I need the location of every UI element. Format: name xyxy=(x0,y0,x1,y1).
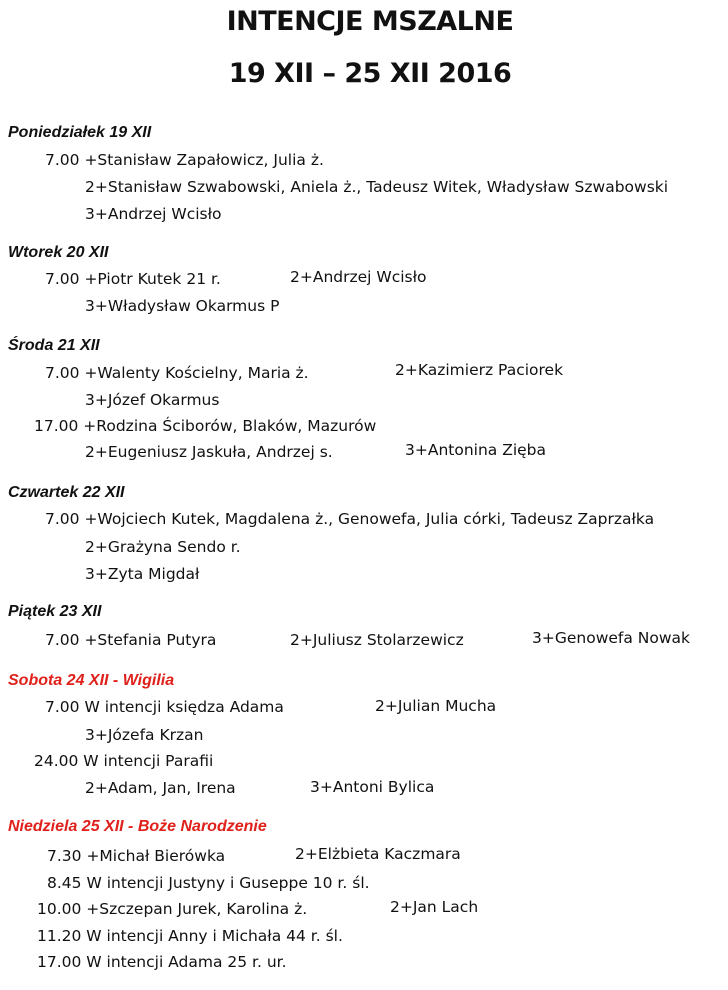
intention-line: 3+Andrzej Wcisło xyxy=(85,205,222,223)
intention-line: 7.00 +Stefania Putyra xyxy=(45,631,217,649)
intention-line: 2+Andrzej Wcisło xyxy=(290,268,427,286)
intention-line: 10.00 +Szczepan Jurek, Karolina ż. xyxy=(37,900,308,918)
day-heading-saturday: Sobota 24 XII - Wigilia xyxy=(8,672,175,689)
day-heading-friday: Piątek 23 XII xyxy=(8,603,102,620)
day-heading-tuesday: Wtorek 20 XII xyxy=(8,244,109,261)
intention-line: 3+Genowefa Nowak xyxy=(532,629,691,647)
intention-line: 7.30 +Michał Bierówka xyxy=(47,847,226,865)
intention-line: 2+Juliusz Stolarzewicz xyxy=(290,631,464,649)
intention-line: 3+Zyta Migdał xyxy=(85,565,200,583)
intention-line: 3+Antoni Bylica xyxy=(310,778,435,796)
day-heading-sunday: Niedziela 25 XII - Boże Narodzenie xyxy=(8,818,267,835)
intention-line: 2+Julian Mucha xyxy=(375,697,497,715)
intention-line: 2+Stanisław Szwabowski, Aniela ż., Tadeusz Witek, Władysław Szwabowski xyxy=(85,178,669,196)
intention-line: 2+Elżbieta Kaczmara xyxy=(295,845,461,863)
day-heading-wednesday: Środa 21 XII xyxy=(8,337,100,354)
intention-line: 7.00 +Stanisław Zapałowicz, Julia ż. xyxy=(45,151,324,169)
intention-line: 7.00 +Walenty Kościelny, Maria ż. xyxy=(45,364,309,382)
intention-line: 2+Adam, Jan, Irena xyxy=(85,779,236,797)
intention-line: 7.00 +Wojciech Kutek, Magdalena ż., Genowefa, Julia córki, Tadeusz Zaprzałka xyxy=(45,510,655,528)
intention-line: 24.00 W intencji Parafii xyxy=(34,752,214,770)
page-title: INTENCJE MSZALNE xyxy=(226,6,514,37)
intention-line: 17.00 +Rodzina Ściborów, Blaków, Mazurów xyxy=(34,417,377,435)
intention-line: 2+Eugeniusz Jaskuła, Andrzej s. xyxy=(85,443,333,461)
intention-line: 17.00 W intencji Adama 25 r. ur. xyxy=(37,953,287,971)
day-heading-monday: Poniedziałek 19 XII xyxy=(8,124,152,141)
day-heading-thursday: Czwartek 22 XII xyxy=(8,484,125,501)
intention-line: 3+Józef Okarmus xyxy=(85,391,220,409)
intention-line: 3+Antonina Zięba xyxy=(405,441,547,459)
intention-line: 11.20 W intencji Anny i Michała 44 r. śl. xyxy=(37,927,343,945)
intention-line: 2+Grażyna Sendo r. xyxy=(85,538,241,556)
date-range: 19 XII – 25 XII 2016 xyxy=(228,58,512,89)
intention-line: 7.00 W intencji księdza Adama xyxy=(45,698,284,716)
intention-line: 3+Józefa Krzan xyxy=(85,726,204,744)
intention-line: 8.45 W intencji Justyny i Guseppe 10 r. śl. xyxy=(47,874,370,892)
intention-line: 3+Władysław Okarmus P xyxy=(85,297,280,315)
intention-line: 2+Jan Lach xyxy=(390,898,479,916)
intention-line: 2+Kazimierz Paciorek xyxy=(395,361,564,379)
intention-line: 7.00 +Piotr Kutek 21 r. xyxy=(45,270,221,288)
